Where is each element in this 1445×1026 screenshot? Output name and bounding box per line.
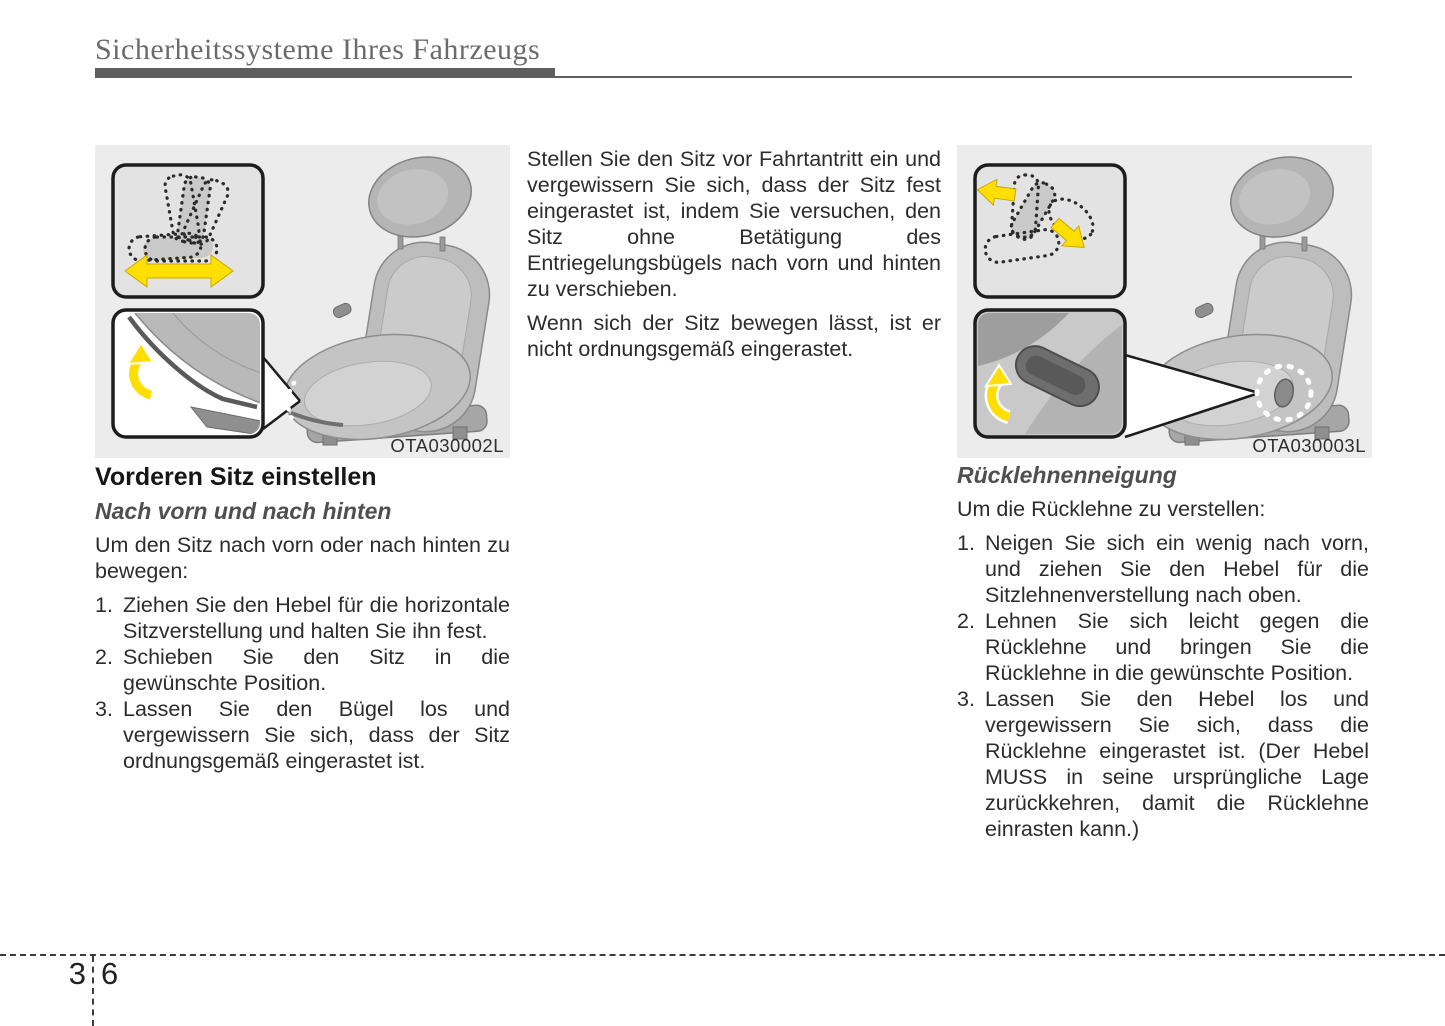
section-recline [957, 462, 1369, 842]
step-text: Ziehen Sie den Hebel für die horizontale Sitzverstellung und halten Sie ihn fest. [123, 593, 510, 643]
section-heading: Rücklehnenneigung [957, 462, 1177, 488]
section-subheading: Nach vorn und nach hinten [95, 498, 392, 524]
section-check-note [527, 146, 941, 362]
paragraph: Stellen Sie den Sitz vor Fahrtantritt ein und vergewissern Sie sich, dass der Sitz fest eingerastet ist, indem Sie versuchen, den Sitz ohne Betätigung des Entriegelungsbügels nach vorn und hinten zu verschieben. [527, 147, 941, 301]
step-text: Lassen Sie den Bügel los und vergewissern Sie sich, dass der Sitz ordnungsgemäß eingerastet ist. [123, 697, 510, 773]
step-list [95, 592, 510, 774]
section-front-seat [95, 462, 510, 774]
step-marker: 2. [957, 609, 975, 633]
title-rule-thin [555, 76, 1352, 78]
paragraph: Wenn sich der Sitz bewegen lässt, ist er nicht ordnungsgemäß eingerastet. [527, 311, 941, 361]
figure-seatback-recline [957, 145, 1372, 458]
step-marker: 3. [957, 687, 975, 711]
list-item [957, 530, 1369, 608]
crop-mark-horizontal [0, 954, 1445, 956]
page-number: 6 [101, 957, 131, 1026]
recline-diagram-inset [975, 165, 1125, 297]
figure-code: OTA030003L [1252, 435, 1366, 456]
section-intro: Um den Sitz nach vorn oder nach hinten zu bewegen: [95, 533, 510, 583]
chapter-number: 3 [68, 956, 86, 991]
section-heading: Vorderen Sitz einstellen [95, 463, 377, 491]
step-marker: 3. [95, 697, 113, 721]
seat-recline-illustration [957, 145, 1372, 458]
list-item [957, 686, 1369, 842]
lever-closeup-inset [113, 310, 263, 437]
step-list [957, 530, 1369, 842]
slide-diagram-inset [113, 165, 263, 297]
page-title: Sicherheitssysteme Ihres Fahrzeugs [95, 33, 541, 66]
figure-front-seat-slide [95, 145, 510, 458]
step-marker: 1. [95, 593, 113, 617]
title-rule-thick [95, 68, 555, 78]
list-item [957, 608, 1369, 686]
crop-mark-vertical [92, 956, 94, 1026]
step-marker: 1. [957, 531, 975, 555]
list-item [95, 696, 510, 774]
step-marker: 2. [95, 645, 113, 669]
lever-closeup-inset [975, 310, 1125, 437]
list-item [95, 592, 510, 644]
step-text: Neigen Sie sich ein wenig nach vorn, und ziehen Sie den Hebel für die Sitzlehnenverstellung nach oben. [985, 531, 1369, 607]
figure-code: OTA030002L [390, 435, 504, 456]
seat-slide-illustration [95, 145, 510, 458]
step-text: Lassen Sie den Hebel los und vergewissern Sie sich, dass die Rücklehne eingerastet ist. (Der Hebel MUSS in seine ursprüngliche Lage zurückkehren, damit die Rücklehne einrasten kann.) [985, 687, 1369, 841]
step-text: Lehnen Sie sich leicht gegen die Rücklehne und bringen Sie die Rücklehne in die gewünschte Position. [985, 609, 1369, 685]
list-item [95, 644, 510, 696]
step-text: Schieben Sie den Sitz in die gewünschte Position. [123, 645, 510, 695]
section-intro: Um die Rücklehne zu verstellen: [957, 497, 1266, 521]
